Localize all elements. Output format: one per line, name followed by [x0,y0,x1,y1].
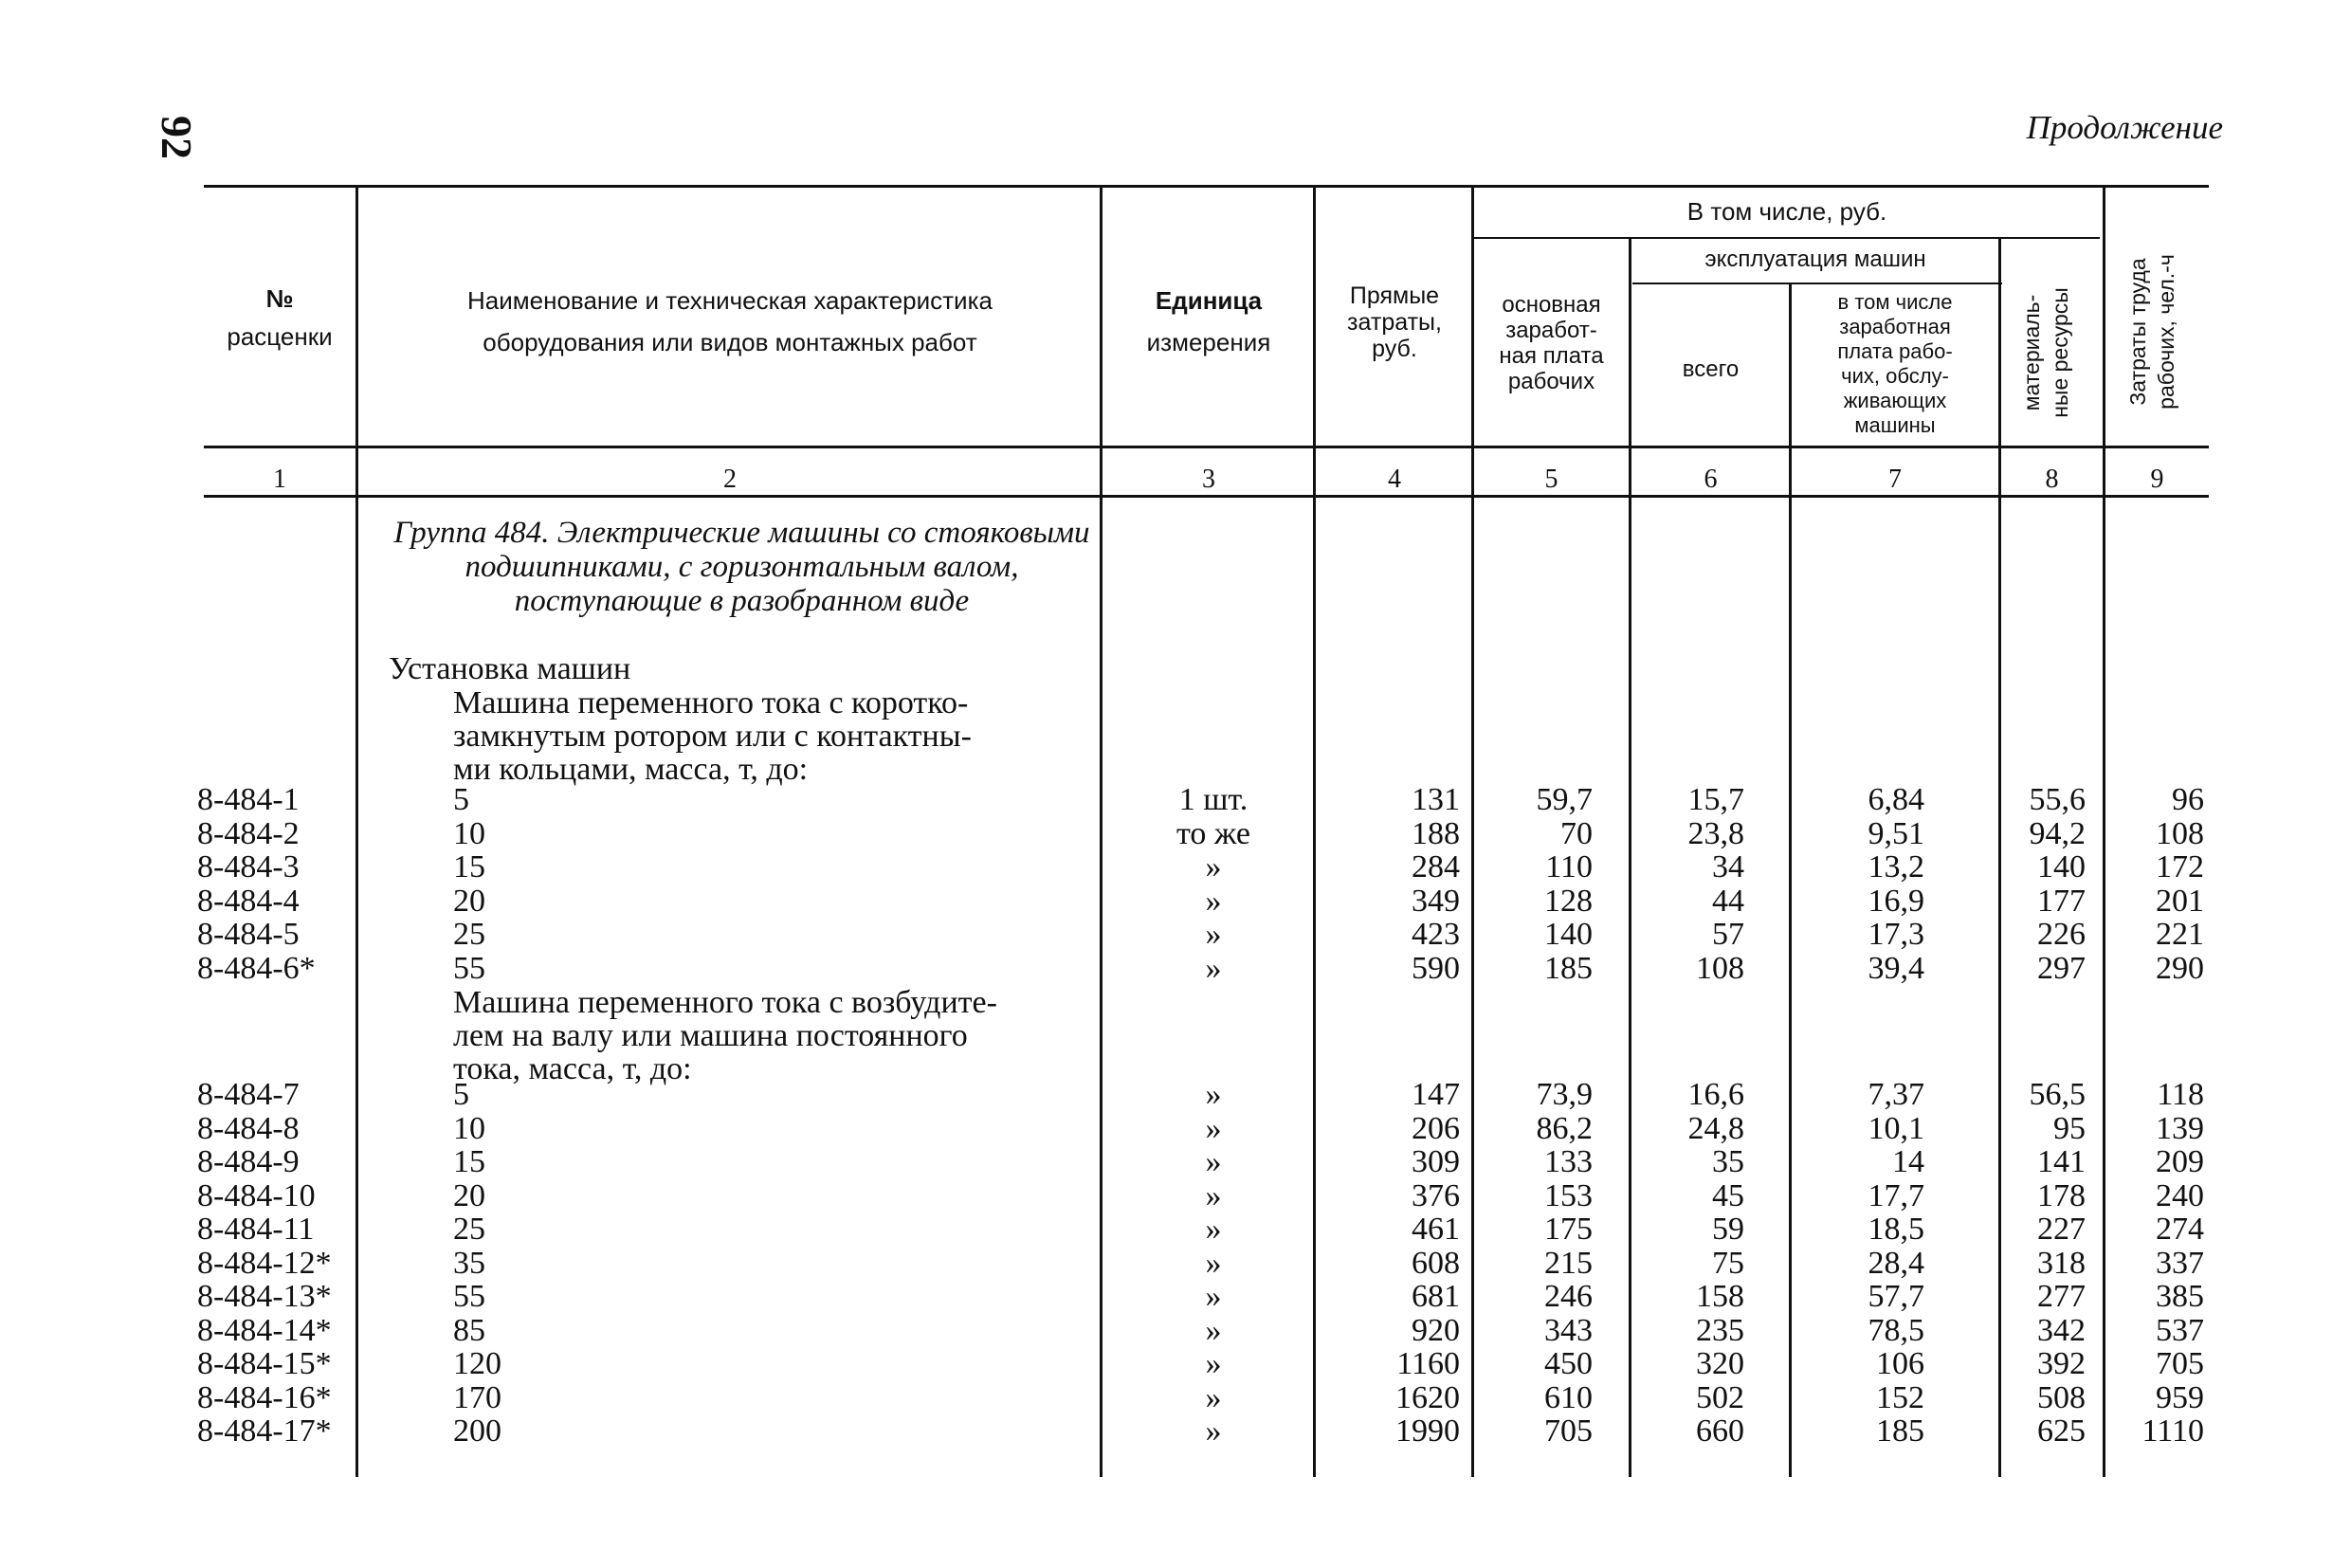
header-col7-line2: заработная [1839,315,1951,338]
cell-c5: 343 [1544,1312,1593,1348]
table-row [0,1280,2351,1314]
header-col4-line1: Прямые [1349,283,1440,309]
header-col9 [2123,180,2190,483]
cell-code: 8-484-3 [197,849,300,884]
cell-param: 170 [453,1379,501,1415]
cell-c5: 133 [1544,1144,1593,1179]
cell-c8: 141 [2037,1144,2086,1179]
cell-c9: 172 [2156,849,2204,884]
cell-param: 55 [453,1279,485,1314]
cell-c5: 705 [1544,1413,1593,1449]
cell-c4: 206 [1412,1110,1460,1146]
cell-c4: 284 [1412,849,1460,884]
header-col8-line1: материаль- [2019,294,2044,411]
cell-c4: 590 [1412,950,1460,986]
cell-c6: 24,8 [1687,1110,1744,1146]
cell-c6: 108 [1696,950,1744,986]
cell-c5: 140 [1544,917,1593,952]
cell-unit: » [1205,1177,1222,1213]
cell-c4: 423 [1412,917,1460,952]
cell-c9: 705 [2156,1346,2204,1381]
cell-c6: 23,8 [1687,815,1744,851]
cell-c4: 920 [1412,1312,1460,1348]
table-row [0,1347,2351,1381]
cell-unit: » [1205,917,1222,952]
header-col7-line5: живающих [1843,389,1947,412]
cell-c8: 94,2 [2029,815,2086,851]
subsection-1 [453,686,1098,786]
subsection-2-line2: лем на валу или машина постоянного [453,1018,968,1053]
cell-unit: » [1205,1379,1222,1415]
colnum-2: 2 [723,465,737,494]
cell-c6: 320 [1696,1346,1744,1381]
cell-c8: 625 [2037,1413,2086,1449]
cell-c4: 681 [1412,1279,1460,1314]
header-col7-line6: машины [1854,413,1936,437]
cell-c9: 118 [2157,1077,2204,1112]
group-title: Группа 484. Электрические машины со стояковыми подшипниками, с горизонтальным валом, поступающие в разобранном виде [393,516,1090,618]
header-col7-line4: чих, обслу- [1841,364,1949,388]
cell-c9: 221 [2156,917,2204,952]
cell-c9: 959 [2156,1379,2204,1415]
colnum-3: 3 [1202,465,1215,494]
header-col9-line1: Затраты труда [2125,258,2150,406]
cell-code: 8-484-13* [197,1279,332,1314]
cell-unit: » [1205,1346,1222,1381]
cell-c9: 240 [2156,1177,2204,1213]
subsection-1-line3: ми кольцами, масса, т, до: [453,752,809,787]
colnum-7: 7 [1888,465,1902,494]
cell-unit: » [1205,883,1222,919]
cell-code: 8-484-8 [197,1110,300,1146]
cell-param: 5 [453,782,469,817]
cell-code: 8-484-7 [197,1077,300,1112]
section-subtitle: Установка машин [389,651,631,686]
subsection-2-line3: тока, масса, т, до: [453,1051,692,1086]
header-col4-line2: затраты, [1347,309,1442,336]
table-row [0,1078,2351,1112]
cell-c8: 178 [2037,1177,2086,1213]
header-col4-line3: руб. [1372,336,1417,362]
header-col3-line1: Единица [1155,286,1263,315]
cell-c8: 226 [2037,917,2086,952]
cell-c5: 153 [1544,1177,1593,1213]
cell-c5: 610 [1544,1379,1593,1415]
cell-c7: 18,5 [1868,1212,1924,1247]
cell-c4: 131 [1412,782,1460,817]
cell-c4: 147 [1412,1077,1460,1112]
cell-param: 120 [453,1346,501,1381]
cell-c6: 34 [1712,849,1744,884]
header-col2-line1: Наименование и техническая характеристика [467,286,993,315]
cell-c9: 1110 [2141,1413,2204,1449]
machines-rule [1632,283,2002,284]
cell-c6: 16,6 [1687,1077,1744,1112]
cell-c9: 337 [2156,1245,2204,1281]
cell-code: 8-484-10 [197,1177,316,1213]
cell-unit: » [1205,1312,1222,1348]
table-row [0,884,2351,919]
cell-c4: 1620 [1395,1379,1460,1415]
cell-param: 15 [453,849,485,884]
cell-c5: 73,9 [1536,1077,1593,1112]
header-col7-line1: в том числе [1837,290,1953,314]
cell-param: 25 [453,917,485,952]
cell-code: 8-484-15* [197,1346,332,1381]
cell-param: 20 [453,1177,485,1213]
cell-unit: » [1205,950,1222,986]
cell-c4: 309 [1412,1144,1460,1179]
cell-unit: » [1205,849,1222,884]
cell-c5: 70 [1560,815,1593,851]
cell-code: 8-484-14* [197,1312,332,1348]
cell-param: 10 [453,815,485,851]
header-col3 [1104,280,1313,363]
cell-code: 8-484-17* [197,1413,332,1449]
table-row [0,952,2351,986]
cell-c7: 185 [1876,1413,1924,1449]
header-col5-line4: рабочих [1507,369,1595,394]
cell-c7: 14 [1892,1144,1924,1179]
subsection-1-line1: Машина переменного тока с коротко- [453,685,969,720]
table-row [0,850,2351,884]
cell-code: 8-484-4 [197,883,300,919]
cell-c4: 1990 [1395,1413,1460,1449]
colnum-6: 6 [1704,465,1718,494]
cell-c9: 139 [2156,1110,2204,1146]
table-row [0,1145,2351,1179]
header-col8 [2017,229,2084,476]
cell-c4: 349 [1412,883,1460,919]
cell-c6: 75 [1712,1245,1744,1281]
header-col7-line3: плата рабо- [1837,339,1953,363]
cell-c7: 9,51 [1868,815,1924,851]
cell-param: 35 [453,1245,485,1281]
cell-c8: 95 [2053,1110,2086,1146]
cell-c7: 106 [1876,1346,1924,1381]
cell-c6: 59 [1712,1212,1744,1247]
cell-c4: 608 [1412,1245,1460,1281]
table-row [0,1314,2351,1348]
subsection-1-line2: замкнутым ротором или с контактны- [453,719,972,754]
colnum-8: 8 [2045,465,2059,494]
cell-code: 8-484-11 [197,1212,315,1247]
cell-c7: 16,9 [1868,883,1924,919]
cell-c6: 235 [1696,1312,1744,1348]
table-row [0,783,2351,817]
numbers-bottom-rule [204,495,2209,498]
cell-c8: 56,5 [2029,1077,2086,1112]
colnum-4: 4 [1388,465,1401,494]
cell-unit: то же [1176,815,1251,851]
cell-code: 8-484-5 [197,917,300,952]
header-bottom-rule [204,446,2209,448]
cell-c6: 15,7 [1687,782,1744,817]
table-row [0,1247,2351,1281]
cell-c6: 660 [1696,1413,1744,1449]
cell-c4: 188 [1412,815,1460,851]
header-col5 [1474,292,1629,394]
cell-c5: 175 [1544,1212,1593,1247]
table-row [0,1212,2351,1247]
cell-c8: 392 [2037,1346,2086,1381]
header-col2 [360,280,1100,363]
subsection-2-line1: Машина переменного тока с возбудите- [453,985,997,1020]
cell-code: 8-484-2 [197,815,300,851]
cell-c6: 45 [1712,1177,1744,1213]
cell-c8: 342 [2037,1312,2086,1348]
cell-c5: 185 [1544,950,1593,986]
cell-code: 8-484-12* [197,1245,332,1281]
header-col5-line1: основная [1502,292,1601,318]
cell-c7: 28,4 [1868,1245,1924,1281]
header-col1 [204,280,355,356]
cell-param: 85 [453,1312,485,1348]
table-row [0,817,2351,851]
colnum-5: 5 [1544,465,1558,494]
header-col1-label: расценки [227,322,333,351]
header-col8-line2: ные ресурсы [2048,287,2072,418]
table-row [0,1414,2351,1449]
group-rule [1474,237,2100,239]
table-top-rule [204,185,2209,188]
cell-c9: 96 [2172,782,2204,817]
header-col5-line3: ная плата [1499,343,1604,369]
cell-c8: 277 [2037,1279,2086,1314]
cell-unit: » [1205,1144,1222,1179]
cell-c5: 246 [1544,1279,1593,1314]
cell-c5: 128 [1544,883,1593,919]
cell-param: 15 [453,1144,485,1179]
cell-c6: 35 [1712,1144,1744,1179]
cell-c7: 10,1 [1868,1110,1924,1146]
cell-unit: » [1205,1212,1222,1247]
colnum-9: 9 [2150,465,2164,494]
cell-c4: 1160 [1396,1346,1460,1381]
cell-code: 8-484-6* [197,950,316,986]
cell-c8: 297 [2037,950,2086,986]
cell-c6: 57 [1712,917,1744,952]
cell-param: 10 [453,1110,485,1146]
cell-c7: 7,37 [1868,1077,1924,1112]
cell-c9: 209 [2156,1144,2204,1179]
cell-unit: » [1205,1279,1222,1314]
cell-c7: 17,7 [1868,1177,1924,1213]
cell-c9: 290 [2156,950,2204,986]
header-machines-title: эксплуатация машин [1704,246,1926,272]
cell-c5: 215 [1544,1245,1593,1281]
cell-c7: 57,7 [1868,1279,1924,1314]
cell-c9: 108 [2156,815,2204,851]
cell-c5: 450 [1544,1346,1593,1381]
cell-c7: 17,3 [1868,917,1924,952]
cell-code: 8-484-9 [197,1144,300,1179]
cell-code: 8-484-16* [197,1379,332,1415]
cell-unit: » [1205,1077,1222,1112]
header-col1-symbol: № [265,284,294,313]
continuation-label: Продолжение [2026,109,2223,146]
table-row [0,918,2351,952]
header-col2-line2: оборудования или видов монтажных работ [483,328,977,356]
cell-c7: 152 [1876,1379,1924,1415]
cell-c6: 158 [1696,1279,1744,1314]
cell-c6: 44 [1712,883,1744,919]
cell-c4: 376 [1412,1177,1460,1213]
cell-c8: 227 [2037,1212,2086,1247]
cell-c9: 537 [2156,1312,2204,1348]
header-col7 [1792,290,1998,438]
cell-param: 5 [453,1077,469,1112]
cell-c7: 13,2 [1868,849,1924,884]
cell-c8: 508 [2037,1379,2086,1415]
table-row [0,1112,2351,1146]
header-col6: всего [1682,356,1740,382]
cell-c5: 59,7 [1536,782,1593,817]
cell-c7: 39,4 [1868,950,1924,986]
cell-c8: 140 [2037,849,2086,884]
cell-param: 200 [453,1413,501,1449]
cell-c9: 274 [2156,1212,2204,1247]
cell-c6: 502 [1696,1379,1744,1415]
table-row [0,1381,2351,1415]
cell-code: 8-484-1 [197,782,300,817]
cell-c4: 461 [1412,1212,1460,1247]
cell-unit: » [1205,1245,1222,1281]
subsection-2 [453,986,1098,1085]
cell-c9: 385 [2156,1279,2204,1314]
header-col4 [1318,283,1471,362]
cell-c9: 201 [2156,883,2204,919]
header-col3-line2: измерения [1146,328,1271,356]
cell-c7: 78,5 [1868,1312,1924,1348]
cell-unit: » [1205,1413,1222,1449]
header-col9-line2: рабочих, чел.-ч [2154,254,2178,410]
colnum-1: 1 [273,465,286,494]
cell-param: 20 [453,883,485,919]
cell-c8: 177 [2037,883,2086,919]
cell-c5: 86,2 [1536,1110,1593,1146]
cell-unit: 1 шт. [1178,782,1248,817]
cell-unit: » [1205,1110,1222,1146]
cell-c8: 318 [2037,1245,2086,1281]
cell-param: 25 [453,1212,485,1247]
cell-c8: 55,6 [2029,782,2086,817]
cell-c5: 110 [1545,849,1593,884]
cell-param: 55 [453,950,485,986]
header-group-title: В том числе, руб. [1686,197,1887,226]
cell-c7: 6,84 [1868,782,1924,817]
table-row [0,1179,2351,1213]
page-number: 92 [153,116,201,159]
header-col5-line2: заработ- [1505,318,1597,343]
